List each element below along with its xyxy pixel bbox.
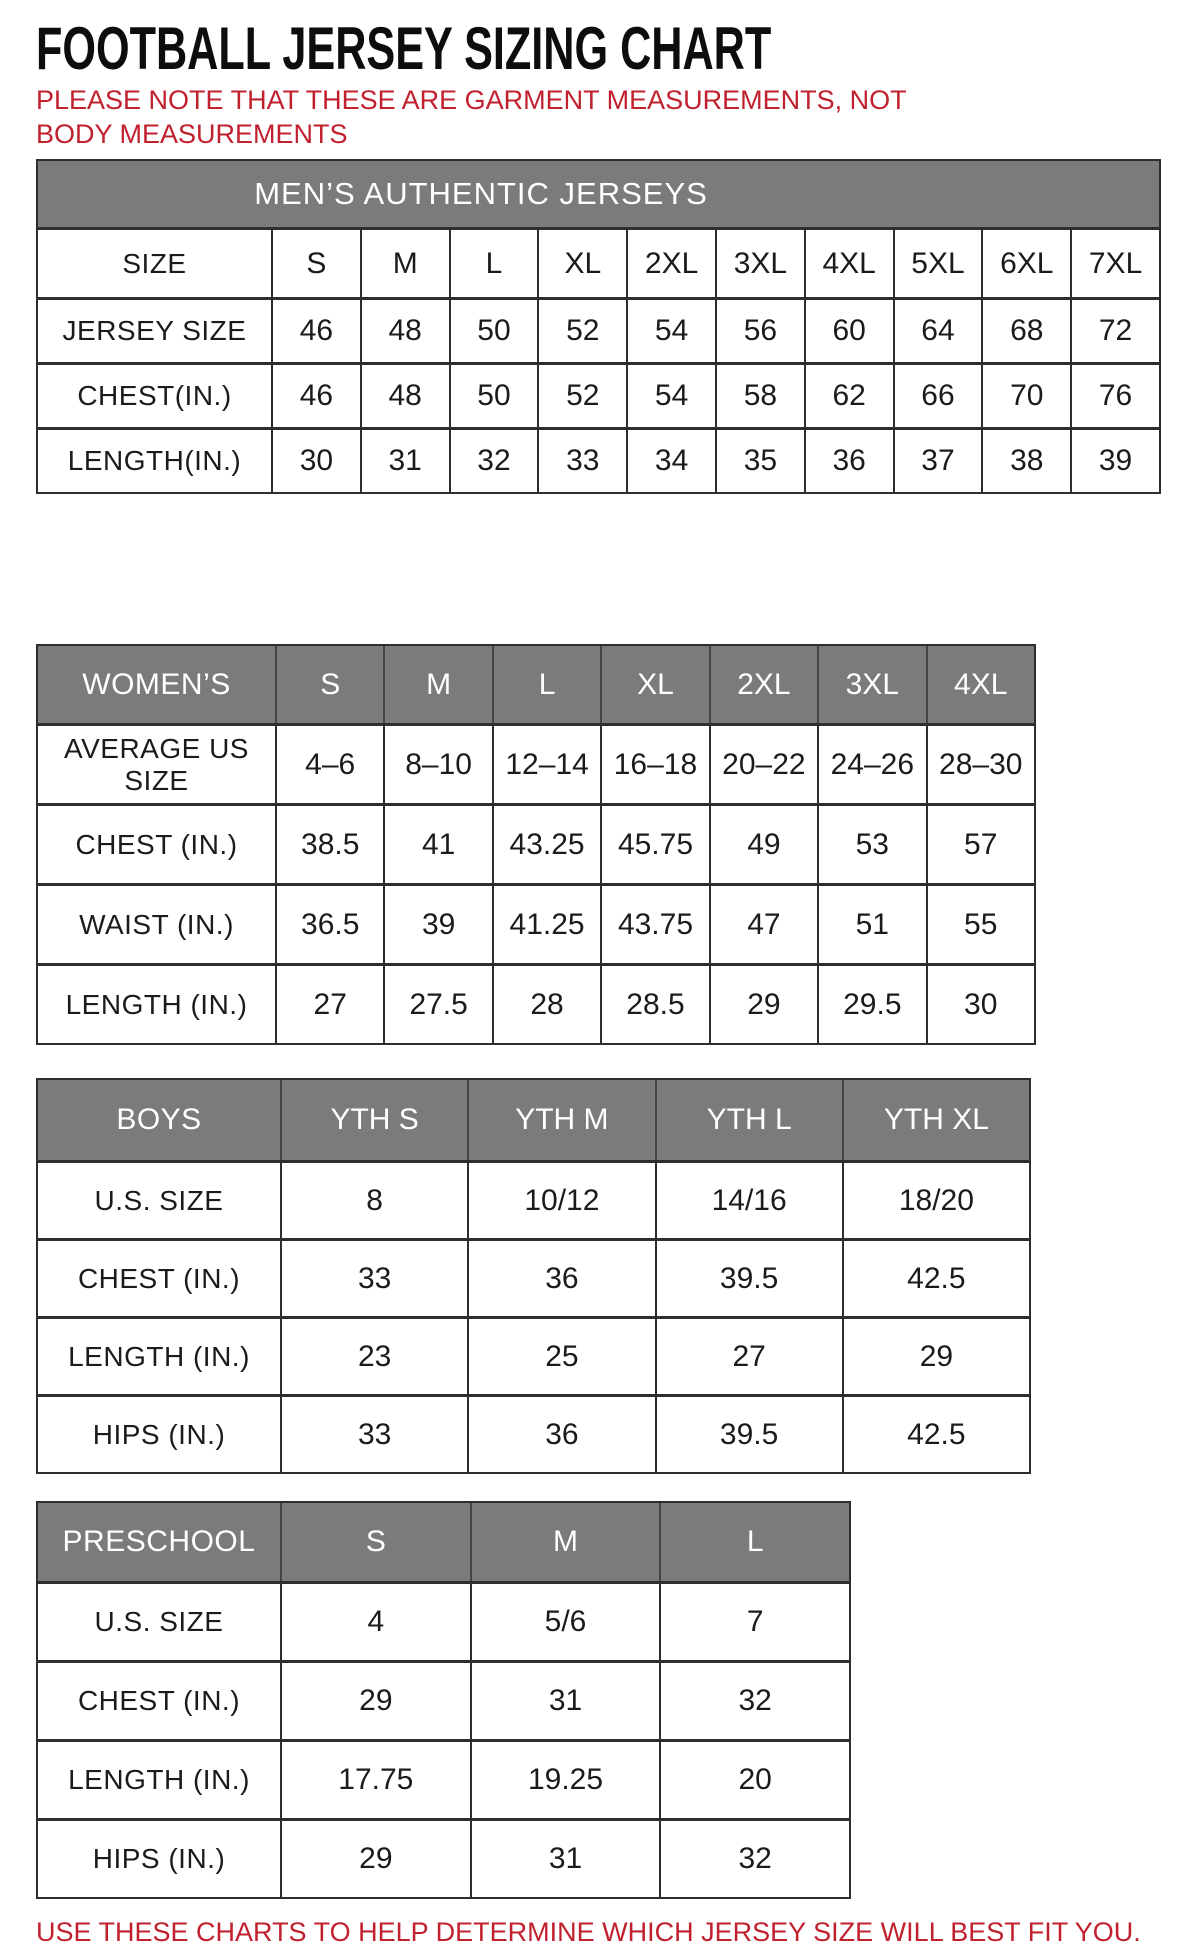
boys-sizing-table	[36, 1078, 1031, 1474]
womens-header-cell: XL	[600, 646, 708, 723]
mens-banner: MEN’S AUTHENTIC JERSEYS	[38, 161, 1159, 227]
mens-value-cell: 7XL	[1070, 230, 1159, 297]
mens-value-cell: 34	[626, 430, 715, 492]
preschool-value-cell: 17.75	[280, 1742, 470, 1818]
boys-value-cell: 36	[467, 1397, 654, 1472]
mens-value-cell: 50	[449, 300, 538, 362]
mens-value-cell: 46	[271, 365, 360, 427]
preschool-header-label-cell: PRESCHOOL	[38, 1503, 280, 1581]
mens-value-cell: 54	[626, 300, 715, 362]
mens-value-cell: 30	[271, 430, 360, 492]
boys-row-label-cell: LENGTH (IN.)	[68, 1340, 250, 1372]
preschool-value-cell: 29	[280, 1663, 470, 1739]
mens-row-label-cell: JERSEY SIZE	[62, 315, 247, 347]
boys-value-cell: 42.5	[842, 1397, 1029, 1472]
preschool-header-row	[38, 1503, 849, 1581]
mens-row-2	[38, 362, 1159, 427]
mens-value-cell: 31	[360, 430, 449, 492]
preschool-value-cell: 32	[659, 1821, 849, 1897]
mens-value-cell: 50	[449, 365, 538, 427]
womens-header-cell: 4XL	[926, 646, 1034, 723]
womens-row-1	[38, 803, 1034, 883]
mens-row-label-cell: CHEST(IN.)	[77, 380, 232, 412]
womens-row-label-cell: LENGTH (IN.)	[65, 988, 248, 1020]
womens-row-label-cell: CHEST (IN.)	[75, 828, 238, 860]
boys-row-label-cell: HIPS (IN.)	[92, 1418, 226, 1450]
boys-row-3	[38, 1394, 1029, 1472]
mens-value-cell: 58	[715, 365, 804, 427]
womens-header-cell: M	[383, 646, 491, 723]
mens-value-cell: 64	[893, 300, 982, 362]
womens-value-cell: 29.5	[817, 966, 925, 1043]
mens-value-cell: 56	[715, 300, 804, 362]
womens-value-cell: 53	[817, 806, 925, 883]
boys-value-cell: 8	[280, 1163, 467, 1238]
womens-value-cell: 39	[383, 886, 491, 963]
preschool-value-cell: 7	[659, 1584, 849, 1660]
mens-value-cell: 70	[981, 365, 1070, 427]
mens-value-cell: 66	[893, 365, 982, 427]
womens-value-cell: 27	[275, 966, 383, 1043]
womens-value-cell: 41.25	[492, 886, 600, 963]
mens-value-cell: 37	[893, 430, 982, 492]
page-title	[36, 15, 1200, 82]
preschool-header-cell: M	[470, 1503, 660, 1581]
preschool-row-label-cell: HIPS (IN.)	[92, 1843, 226, 1875]
mens-value-cell: 36	[804, 430, 893, 492]
mens-value-cell: 6XL	[981, 230, 1070, 297]
boys-value-cell: 23	[280, 1319, 467, 1394]
mens-value-cell: 48	[360, 300, 449, 362]
preschool-value-cell: 31	[470, 1821, 660, 1897]
womens-value-cell: 24–26	[817, 726, 925, 803]
mens-value-cell: 5XL	[893, 230, 982, 297]
womens-row-label-cell: AVERAGE US SIZE	[64, 733, 249, 796]
womens-value-cell: 28.5	[600, 966, 708, 1043]
mens-value-cell: 32	[449, 430, 538, 492]
mens-authentic-jerseys-table	[36, 159, 1161, 494]
preschool-row-0	[38, 1581, 849, 1660]
womens-value-cell: 43.25	[492, 806, 600, 883]
mens-value-cell: 54	[626, 365, 715, 427]
mens-value-cell: 72	[1070, 300, 1159, 362]
boys-header-cell: YTH L	[655, 1080, 842, 1160]
boys-value-cell: 36	[467, 1241, 654, 1316]
boys-value-cell: 27	[655, 1319, 842, 1394]
preschool-value-cell: 19.25	[470, 1742, 660, 1818]
mens-value-cell: 4XL	[804, 230, 893, 297]
preschool-header-cell: S	[280, 1503, 470, 1581]
womens-value-cell: 16–18	[600, 726, 708, 803]
preschool-row-label-cell: CHEST (IN.)	[77, 1685, 241, 1717]
womens-value-cell: 8–10	[383, 726, 491, 803]
womens-value-cell: 29	[709, 966, 817, 1043]
page-title-text: FOOTBALL JERSEY SIZING CHART	[36, 15, 772, 82]
preschool-row-label-cell: U.S. SIZE	[94, 1606, 224, 1638]
preschool-value-cell: 20	[659, 1742, 849, 1818]
preschool-value-cell: 5/6	[470, 1584, 660, 1660]
womens-row-0	[38, 723, 1034, 803]
preschool-header-cell: L	[659, 1503, 849, 1581]
womens-value-cell: 30	[926, 966, 1034, 1043]
womens-value-cell: 4–6	[275, 726, 383, 803]
boys-row-1	[38, 1238, 1029, 1316]
mens-row-label-cell: LENGTH(IN.)	[67, 445, 242, 477]
boys-header-cell: YTH XL	[842, 1080, 1029, 1160]
boys-header-row	[38, 1080, 1029, 1160]
preschool-row-1	[38, 1660, 849, 1739]
preschool-value-cell: 31	[470, 1663, 660, 1739]
womens-value-cell: 20–22	[709, 726, 817, 803]
mens-value-cell: S	[271, 230, 360, 297]
womens-value-cell: 41	[383, 806, 491, 883]
mens-value-cell: XL	[537, 230, 626, 297]
preschool-row-3	[38, 1818, 849, 1897]
womens-row-label-cell: WAIST (IN.)	[79, 908, 234, 940]
preschool-value-cell: 29	[280, 1821, 470, 1897]
womens-header-cell: 3XL	[817, 646, 925, 723]
mens-row-1	[38, 297, 1159, 362]
womens-header-cell: 2XL	[709, 646, 817, 723]
mens-value-cell: L	[449, 230, 538, 297]
boys-value-cell: 33	[280, 1241, 467, 1316]
mens-row-0	[38, 227, 1159, 297]
womens-value-cell: 49	[709, 806, 817, 883]
boys-header-label-cell: BOYS	[38, 1080, 280, 1160]
boys-value-cell: 18/20	[842, 1163, 1029, 1238]
womens-value-cell: 38.5	[275, 806, 383, 883]
boys-value-cell: 14/16	[655, 1163, 842, 1238]
garment-note-text: PLEASE NOTE THAT THESE ARE GARMENT MEASUREMENTS, NOT BODY MEASUREMENTS	[36, 85, 907, 150]
boys-row-label-cell: CHEST (IN.)	[77, 1262, 241, 1294]
mens-row-3	[38, 427, 1159, 492]
mens-value-cell: 39	[1070, 430, 1159, 492]
boys-header-cell: YTH S	[280, 1080, 467, 1160]
preschool-row-label-cell: LENGTH (IN.)	[68, 1764, 250, 1796]
womens-sizing-table	[36, 644, 1036, 1045]
boys-value-cell: 39.5	[655, 1241, 842, 1316]
womens-value-cell: 27.5	[383, 966, 491, 1043]
preschool-sizing-table	[36, 1501, 851, 1899]
boys-header-cell: YTH M	[467, 1080, 654, 1160]
womens-value-cell: 12–14	[492, 726, 600, 803]
mens-value-cell: 35	[715, 430, 804, 492]
preschool-row-2	[38, 1739, 849, 1818]
womens-value-cell: 28–30	[926, 726, 1034, 803]
womens-row-2	[38, 883, 1034, 963]
boys-row-2	[38, 1316, 1029, 1394]
boys-row-label-cell: U.S. SIZE	[94, 1184, 224, 1216]
footer-note-text: USE THESE CHARTS TO HELP DETERMINE WHICH JERSEY SIZE WILL BEST FIT YOU.	[36, 1917, 1141, 1948]
boys-value-cell: 10/12	[467, 1163, 654, 1238]
mens-value-cell: 60	[804, 300, 893, 362]
womens-header-label-cell: WOMEN’S	[38, 646, 275, 723]
boys-value-cell: 39.5	[655, 1397, 842, 1472]
womens-value-cell: 45.75	[600, 806, 708, 883]
womens-value-cell: 28	[492, 966, 600, 1043]
womens-value-cell: 57	[926, 806, 1034, 883]
mens-value-cell: 52	[537, 365, 626, 427]
mens-value-cell: 3XL	[715, 230, 804, 297]
mens-value-cell: 62	[804, 365, 893, 427]
womens-value-cell: 51	[817, 886, 925, 963]
boys-value-cell: 42.5	[842, 1241, 1029, 1316]
mens-value-cell: 2XL	[626, 230, 715, 297]
mens-value-cell: 38	[981, 430, 1070, 492]
mens-value-cell: 76	[1070, 365, 1159, 427]
preschool-value-cell: 4	[280, 1584, 470, 1660]
boys-value-cell: 33	[280, 1397, 467, 1472]
womens-value-cell: 36.5	[275, 886, 383, 963]
womens-header-cell: L	[492, 646, 600, 723]
mens-value-cell: 68	[981, 300, 1070, 362]
mens-row-label-cell: SIZE	[122, 247, 187, 279]
mens-value-cell: 48	[360, 365, 449, 427]
boys-value-cell: 29	[842, 1319, 1029, 1394]
boys-row-0	[38, 1160, 1029, 1238]
womens-row-3	[38, 963, 1034, 1043]
mens-value-cell: M	[360, 230, 449, 297]
womens-value-cell: 47	[709, 886, 817, 963]
womens-header-cell: S	[275, 646, 383, 723]
preschool-value-cell: 32	[659, 1663, 849, 1739]
womens-header-row	[38, 646, 1034, 723]
womens-value-cell: 43.75	[600, 886, 708, 963]
mens-value-cell: 52	[537, 300, 626, 362]
mens-value-cell: 46	[271, 300, 360, 362]
mens-value-cell: 33	[537, 430, 626, 492]
boys-value-cell: 25	[467, 1319, 654, 1394]
womens-value-cell: 55	[926, 886, 1034, 963]
